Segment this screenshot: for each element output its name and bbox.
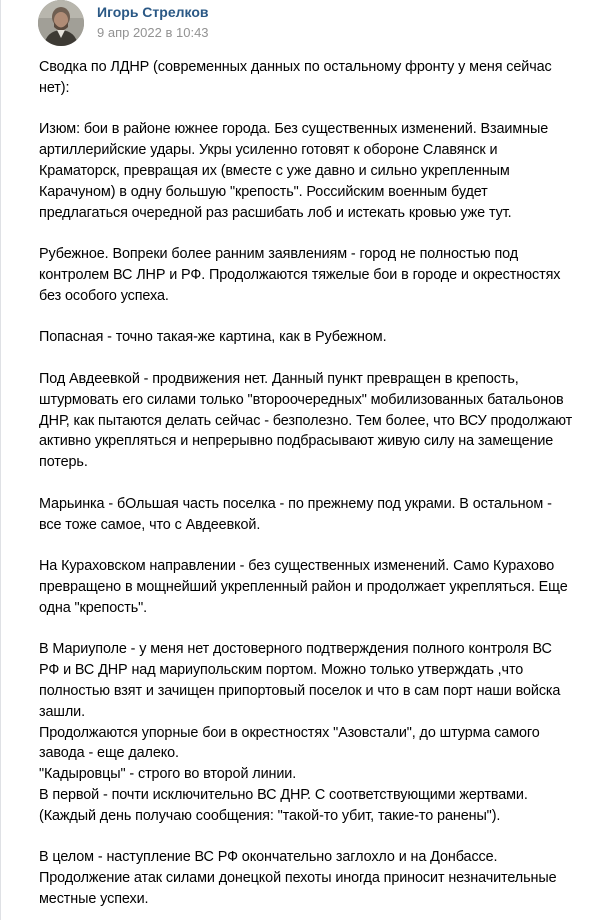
post-text-line: В целом - наступление ВС РФ окончательно заглохло и на Донбассе. — [39, 849, 498, 866]
post-header — [38, 0, 578, 50]
post-text-line: Изюм: бои в районе южнее города. Без существенных изменений. Взаимные — [39, 121, 549, 138]
post-text-line: все тоже самое, что с Авдеевкой. — [39, 516, 261, 533]
post-text-line: без особого успеха. — [39, 287, 169, 304]
post-text-line: зашли. — [39, 703, 85, 720]
paragraph-gap — [39, 619, 594, 640]
paragraph-gap — [39, 473, 594, 494]
post-text — [39, 57, 594, 910]
post-text-line: Рубежное. Вопреки более ранним заявлениям - город не полностью под — [39, 246, 519, 263]
paragraph-gap — [39, 535, 594, 556]
post-text-line: ДНР, как пытаются делать сейчас - безполезно. Тем более, что ВСУ продолжают — [39, 412, 573, 429]
post-text-line: Под Авдеевкой - продвижения нет. Данный пункт превращен в крепость, — [39, 370, 519, 387]
post-text-line: На Кураховском направлении - без существенных изменений. Само Курахово — [39, 558, 555, 575]
post-text-line: РФ и ВС ДНР над мариупольским портом. Можно только утверждать ,что — [39, 662, 524, 679]
paragraph-gap — [39, 348, 594, 369]
paragraph-gap — [39, 307, 594, 328]
post-text-line: В Мариуполе - у меня нет достоверного подтверждения полного контроля ВС — [39, 641, 552, 658]
post-text-line: штурмовать его силами только "второочередных" мобилизованных батальонов — [39, 391, 564, 408]
post-text-line: завода - еще далеко. — [39, 745, 179, 762]
post-text-line: Краматорск, превращая их (вместе с уже давно и сильно укрепленным — [39, 162, 510, 179]
post-text-line: Сводка по ЛДНР (современных данных по остальному фронту у меня сейчас — [39, 59, 552, 75]
post-author-link[interactable]: Игорь Стрелков — [97, 4, 209, 20]
post-text-line: Попасная - точно такая-же картина, как в Рубежном. — [39, 329, 387, 346]
paragraph-gap — [39, 99, 594, 120]
avatar-photo-icon — [38, 0, 84, 46]
post-text-line: превращено в мощнейший укрепленный район и продолжает укрепляться. Еще — [39, 578, 568, 595]
author-avatar[interactable] — [38, 0, 84, 46]
post-text-line: нет): — [39, 79, 70, 96]
post-text-line: Марьинка - бОльшая часть поселка - по прежнему под украми. В остальном - — [39, 495, 552, 512]
post-text-line: активно укрепляться и непрерывно подбрасывают живую силу на замещение — [39, 433, 554, 450]
post-text-line: В первой - почти исключительно ВС ДНР. С соответствующими жертвами. — [39, 786, 528, 803]
paragraph-gap — [39, 826, 594, 847]
post-text-line: потерь. — [39, 454, 88, 471]
post-text-line: Продолжаются упорные бои в окрестностях "Азовстали", до штурма самого — [39, 724, 540, 741]
post-text-line: местные успехи. — [39, 890, 149, 907]
post-text-line: контролем ВС ЛНР и РФ. Продолжаются тяжелые бои в городе и окрестностях — [39, 266, 561, 283]
post-text-line: полностью взят и зачищен припортовый поселок и что в сам порт наши войска — [39, 682, 561, 699]
post-date-link[interactable]: 9 апр 2022 в 10:43 — [97, 25, 209, 40]
post-text-line: артиллерийские удары. Укры усиленно готовят к обороне Славянск и — [39, 142, 498, 159]
post-text-line: предлагаться очередной раз расшибать лоб и истекать кровью уже тут. — [39, 204, 512, 221]
post-text-line: (Каждый день получаю сообщения: "такой-то убит, такие-то ранены"). — [39, 807, 501, 824]
post-text-line: одна "крепость". — [39, 599, 148, 616]
post-text-line: Карачуном) в одну большую "крепость". Российским военным будет — [39, 183, 488, 200]
post-text-line: Продолжение атак силами донецкой пехоты иногда приносит незначительные — [39, 870, 557, 887]
post-text-line: "Кадыровцы" - строго во второй линии. — [39, 766, 297, 783]
paragraph-gap — [39, 223, 594, 244]
